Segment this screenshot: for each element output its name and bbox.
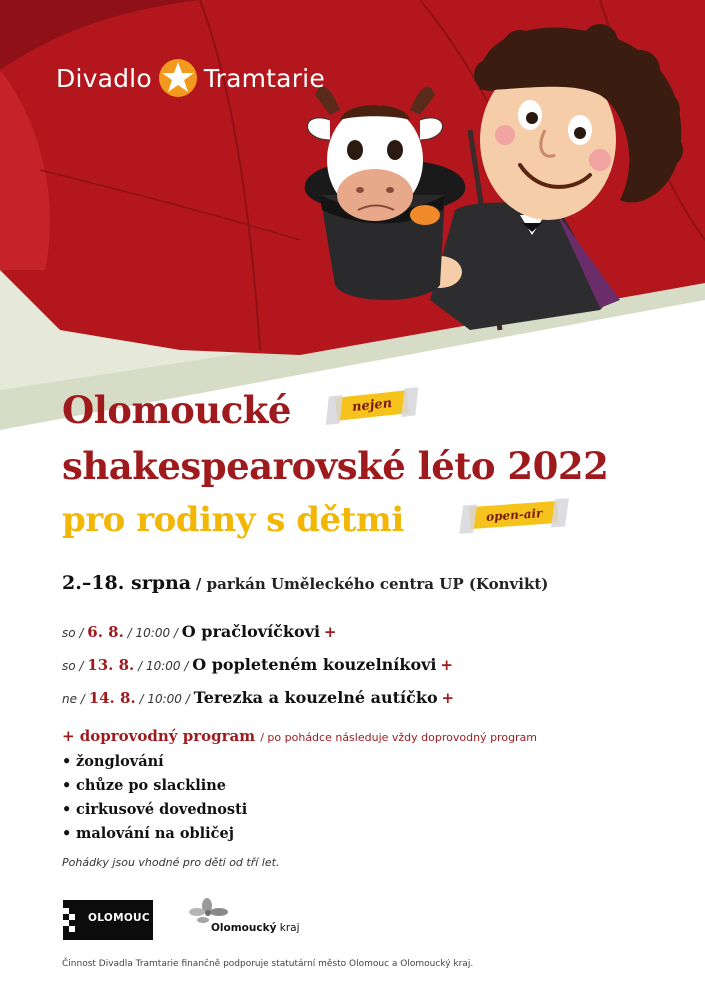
show-row — [62, 688, 454, 707]
list-item — [62, 774, 247, 798]
bullet-icon: • — [62, 777, 72, 794]
show-row — [62, 655, 453, 674]
logo-text-divadlo: Divadlo — [56, 63, 152, 93]
olomouc-mark-icon — [63, 900, 83, 940]
olomoucky-kraj-logo — [185, 898, 305, 944]
logo-text-tramtarie: Tramtarie — [203, 63, 325, 93]
olomouc-label: OLOMOUC — [88, 912, 150, 924]
program-item: chůze po slackline — [76, 777, 227, 794]
title-line-2: shakespearovské léto 2022 — [62, 444, 609, 488]
title-line-1: Olomoucké — [62, 388, 291, 432]
show-day: so / — [62, 659, 84, 673]
show-day: ne / — [62, 692, 85, 706]
bullet-icon: • — [62, 801, 72, 818]
show-day: so / — [62, 626, 84, 640]
tag-open-air: open-air — [469, 501, 559, 529]
age-note: Pohádky jsou vhodné pro děti od tří let. — [62, 856, 280, 869]
kraj-label-rest: kraj — [276, 922, 300, 934]
show-name: O popleteném kouzelníkovi — [192, 655, 437, 674]
program-list — [62, 750, 247, 846]
program-heading: + doprovodný program — [62, 727, 256, 745]
olomouc-logo — [63, 900, 153, 940]
list-item — [62, 750, 247, 774]
kraj-label — [211, 922, 300, 934]
show-time: / 10:00 / — [127, 626, 178, 640]
show-date: 6. 8. — [87, 623, 124, 641]
show-row — [62, 622, 336, 641]
list-item — [62, 822, 247, 846]
show-name: Terezka a kouzelné autíčko — [193, 688, 438, 707]
event-dates — [62, 572, 548, 594]
show-time: / 10:00 / — [139, 692, 190, 706]
list-item — [62, 798, 247, 822]
program-item: cirkusové dovednosti — [76, 801, 248, 818]
theatre-logo — [56, 58, 325, 98]
program-header — [62, 726, 537, 745]
title-line-3: pro rodiny s dětmi — [62, 500, 404, 540]
footer-note: Činnost Divadla Tramtarie finančně podporuje statutární město Olomouc a Olomoucký kraj. — [62, 959, 474, 969]
date-range: 2.–18. srpna — [62, 572, 192, 594]
program-note: / po pohádce následuje vždy doprovodný program — [260, 731, 538, 744]
venue: / parkán Uměleckého centra UP (Konvikt) — [195, 575, 549, 593]
tag-nejen: nejen — [335, 390, 409, 420]
show-plus: + — [440, 656, 453, 674]
program-item: žonglování — [76, 753, 164, 770]
kraj-label-bold: Olomoucký — [211, 922, 277, 934]
show-plus: + — [323, 623, 337, 641]
show-date: 14. 8. — [88, 689, 136, 707]
star-logo-icon — [158, 58, 198, 98]
show-date: 13. 8. — [87, 656, 135, 674]
show-plus: + — [441, 689, 455, 707]
program-item: malování na obličej — [76, 825, 234, 842]
show-time: / 10:00 / — [138, 659, 189, 673]
bullet-icon: • — [62, 753, 72, 770]
bullet-icon: • — [62, 825, 72, 842]
show-name: O pračlovíčkovi — [181, 622, 321, 641]
